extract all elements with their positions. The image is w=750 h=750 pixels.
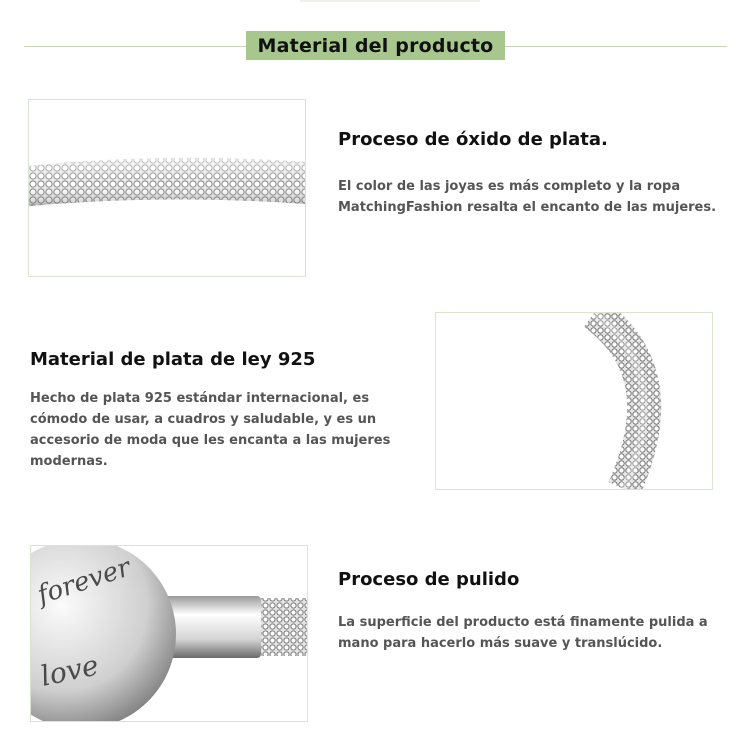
- section-title-badge: Material del producto: [246, 31, 505, 60]
- mesh-chain-photo: [28, 99, 306, 277]
- section-2-heading: Material de plata de ley 925: [30, 349, 316, 370]
- engraved-clasp-photo: [30, 545, 308, 722]
- section-3-text: La superficie del producto está finamente pulida a mano para hacerlo más suave y translúcido.: [338, 615, 708, 651]
- section-1-heading: Proceso de óxido de plata.: [338, 129, 608, 150]
- curved-bracelet-photo: [435, 312, 713, 490]
- svg-text:forever: forever: [33, 552, 135, 611]
- header-divider-right: [505, 46, 727, 47]
- svg-text:love: love: [37, 648, 102, 693]
- section-3-heading: Proceso de pulido: [338, 569, 520, 590]
- section-2-text: Hecho de plata 925 estándar internacional, es cómodo de usar, a cuadros y saludable, y es un accesorio de moda que les encanta a las mujeres modernas.: [30, 391, 391, 469]
- top-hairline: [300, 0, 480, 2]
- header-divider-left: [24, 46, 246, 47]
- section-1-text: El color de las joyas es más completo y la ropa MatchingFashion resalta el encanto de las mujeres.: [338, 179, 717, 215]
